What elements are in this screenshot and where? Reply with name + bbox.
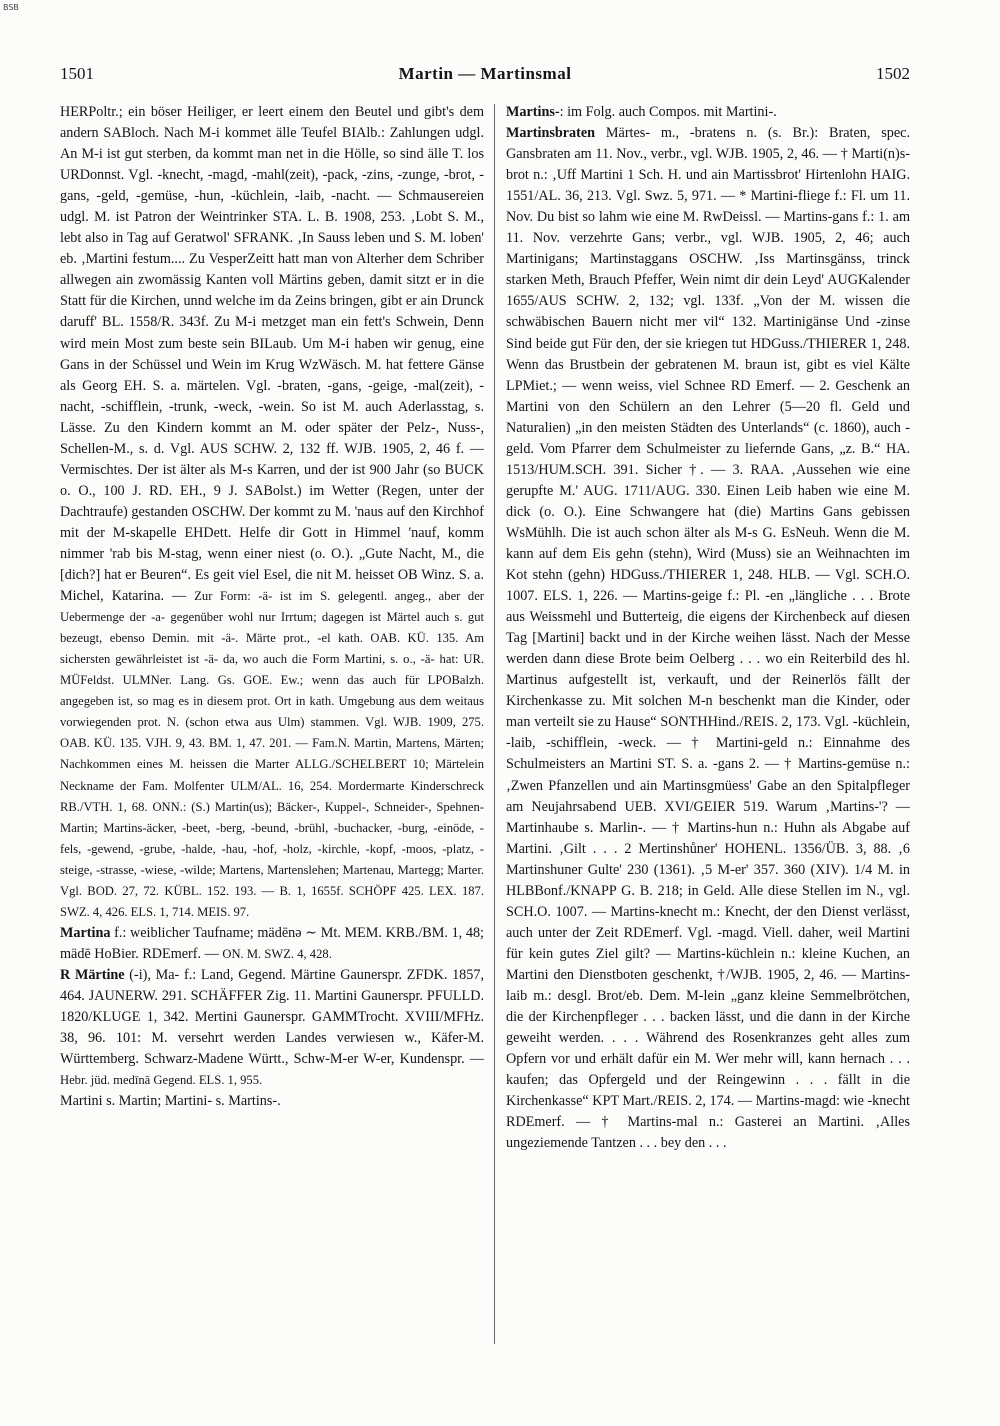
entry-martins bbox=[506, 102, 910, 123]
lemma: Martinsbraten bbox=[506, 125, 596, 142]
entry-text: HERPoltr.; ein böser Heiliger, er leert einem den Beutel und gibt's dem andern SABloch. Nach M-i kommet älle Teufel BIAlb.: Zahlungen udgl. An M-i ist gut sterben, da kommt man net in die Hölle, so sind älle T. los URDonnst. Vgl. -knecht, -magd, -mahl(zeit), -pack, -zins, -zunge, -brot, -gans, -geld, -gemüse, -hun, -küchlein, -laib, -nacht. — Schmausereien udgl. M. ist Patron der Weintrinker STA. L. B. 1908, 253. ‚Lobt S. M., lebt also in Tag auf Geratwol' SFRANK. ‚In Sauss leben und S. M. loben' eb. ‚Martini festum.... Zu VesperZeitt hatt man von Alterher dem Schriber allwegen ain zwomässig Kanten voll Märtins geben, damit sitzt er in die Statt für die Kirchen, unnd welche im da Zeins bringen, gibt er ain Drunck daruff' BL. 1558/R. 343f. Zu M-i metzget man ein fett's Schwein, Denn wird mein Most zum beste sein BILaub. Um M-i haben wir genug, eine Gans in der Schüssel und Wein im Krug WzWäsch. M. hat fettere Gänse als Georg EH. S. a. märtelen. Vgl. -braten, -gans, -geige, -mal(zeit), -nacht, -schifflein, -trunk, -weck, -wein. So ist M. auch Aderlasstag, s. Lässe. Zu den Kindern kommt an M. oder später der Pelz-, Nuss-, Schellen-M., s. d. Vgl. AUS SCHW. 2, 132 ff. WJB. 1905, 2, 46 f. — Vermischtes. Der ist älter als M-s Karren, und der ist 900 Jahr (so BUCK o. O., 100 J. RD. EH., 9 J. SABolst.) im Wetter (Regen, unter der Dachtraufe) gestanden OSCHW. Der kommt zu M. 'naus auf den Kirchhof mit der M-skapelle EHDett. Helfe dir Gott in Himmel 'nauf, komm nimmer 'rab bis M-stag, wenn einer niest (o. O.). „Gute Nacht, M., die [dich?] hat er Beuren“. Es geit viel Esel, die nit M. heisset OB Winz. S. a. Michel, Katarina. — bbox=[60, 104, 484, 605]
column-divider bbox=[494, 104, 495, 1344]
entry-text: Märtes- m., -bratens n. (s. Br.): Braten, spec. Gansbraten am 11. Nov., verbr., vgl. WJB. 1905, 2, 46. — † Marti(n)s-brot n.: ‚Uff Martini 1 Sch. H. und ain Martissbrot' Hirtenlohn HAIG. 1551/AL. 36, 213. Vgl. Swz. 5, 971. — * Martini-fliege f.: Fl. um 11. Nov. Du bist so lahm wie eine M. RwDeissl. — Martins-gans f.: 1. am 11. Nov. verzehrte Gans; verbr., vgl. WJB. 1905, 2, 46; auch Martinigans; Martinstaggans OSCHW. ‚Iss Martinsgänss, trinck starken Meth, Brauch Pfeffer, Wein nimt dir dein Leyd' AUGKalender 1655/AUS SCHW. 2, 132; vgl. 133f. „Von der M. wissen die schwäbischen Bauern nicht mer vil“ 132. Martinigänse Und -zinse Sind beide gut Für den, der sie kriegen tut HDGuss./THIERER 1, 248. Wenn das Brustbein der gebratenen M. braun ist, gibt es viel Kälte LPMiet.; — wenn weiss, viel Schnee RD Emerf. — 2. Geschenk an Martini von den Schülern an den Lehrer (5—20 fl. Geld und Naturalien) „in den meisten Städten des Unterlands“ (c. 1860), auch -geld. Vom Pfarrer dem Schulmeister zu liefernde Gans, „z. B.“ HA. 1513/HUM.SCH. 391. Sicher †. — 3. RAA. ‚Aussehen wie eine gerupfte M.' AUG. 1711/AUG. 330. Einen Leib haben wie eine M. dick (o. O.). Eine Schwangere hat (die) Martins Gans gebissen WsMühlh. Die ist auch schon älter als M-s G. EsNeuh. Wenn die M. kann auf dem Eis gehn (stehn), Wird (Muss) sie an Weihnachten im Kot stehn (gehn) HDGuss./THIERER 1, 248. HLB. — Vgl. SCH.O. 1007. ELS. 1, 226. — Martins-geige f.: Pl. -en „längliche . . . Brote aus Weissmehl und Butterteig, die eigens der Kirchenbeck auf diesen Tag [Martini] backt und in der Kirche weihen lässt. Nach der Messe werden dann diese Brote beim Oelberg . . . wo ein Reiterbild des hl. Martinus aufgestellt ist, verkauft, und der Reinerlös fällt der Kirchenkasse zu. Mit solchen M-n beschenkt man die Kinder, oder man verteilt sie zu Hause“ SONTHHind./REIS. 2, 173. Vgl. -küchlein, -laib, -schifflein, -weck. — † Martini-geld n.: Einnahme des Schulmeisters an Martini ST. S. a. -gans 2. — † Martins-gemüse n.: ‚Zwen Pfanzellen und ain Martinsgmüess' Gabe an den Spitalpfleger am Neujahrsabend UEB. XVI/GEIER 519. Warum ‚Martins-'? — Martinhaube s. Marlin-. — † Martins-hun n.: Huhn als Abgabe auf Martini. ‚Gilt . . . 2 Mertinshůner' HOHENL. 1356/ÜB. 3, 88. ‚6 Martinshuner Gulte' 230 (1361). ‚5 M-er' 357. 360 (XIV). 1/4 M. in HLBBonf./KNAPP G. B. 218; in Geld. Alle diese Stellen im N., vgl. SCH.O. 1007. — Martins-knecht m.: Knecht, der den Dienst verlässt, auch unter der Zeit RDEmerf. Vgl. -magd. Viell. daher, weil Martini für kein gutes Ziel gilt? — Martins-küchlein n.: kleine Kuchen, an Martini den Dienstboten geschenkt, †/WJB. 1905, 2, 46. — Martins-laib m.: desgl. Brot/eb. Dem. M-lein „ganz kleine Semmelbrötchen, die der Kirchenpfleger . . . backen lässt, und die dann in der Kirche geweiht werden. . . . Während des Rosenkranzes geht alles zum Opfern vor und erhält dafür ein M. Wer mehr will, kann hernach . . . kaufen; das Opfergeld und der Reingewinn . . . fällt in die Kirchenkasse“ KPT Mart./REIS. 2, 174. — Martins-magd: wie -knecht RDEmerf. — † Martins-mal n.: Gasterei an Martini. ‚Alles ungeziemende Tantzen . . . bey den . . . bbox=[506, 125, 910, 1152]
entry-text: (-i), Ma- f.: Land, Gegend. Märtine Gaunerspr. ZFDK. 1857, 464. JAUNERW. 291. SCHÄFFER Zig. 11. Martini Gaunerspr. PFULLD. 1820/KLUGE 1, 342. Mertini Gaunerspr. GAMMTrocht. XVIII/MFHz. 38, 96. 101: M. versehrt werden Landes verwiesen w., Käfer-M. Württemberg. Schwarz-Madene Württ., Schw-M-er W-er, Kundenspr. — bbox=[60, 966, 484, 1068]
entry-continuation bbox=[60, 102, 484, 923]
lemma: Martina bbox=[60, 924, 111, 941]
entry-maertine bbox=[60, 965, 484, 1091]
entry-martinsbraten bbox=[506, 123, 910, 1154]
left-column bbox=[60, 102, 484, 1364]
lemma: R Märtine bbox=[60, 966, 125, 983]
page-number-left: 1501 bbox=[60, 64, 94, 83]
etymology-note: Zur Form: -ä- ist im S. gelegentl. angeg., aber der Uebermenge der -a- gegenüber wohl nur Irrtum; dagegen ist Märtel auch s. gut bezeugt, ebenso Demin. mit -ä-. Märte prot., -el kath. OAB. KÜ. 135. Am sichersten gewährleistet ist -ä- da, wo auch die Form Martini, s. o., -ä- hat: UR. MÜFeldst. ULMNer. Lang. Gs. GOE. Ew.; wenn das auch für LPOBalzh. angegeben ist, so mag es in diesem prot. Ort in kath. Umgebung aus dem weitaus vorwiegenden prot. N. (schon etwa aus Ulm) stammen. Vgl. WJB. 1909, 275. OAB. KÜ. 135. VJH. 9, 43. BM. 1, 47. 201. — Fam.N. Martin, Martens, Märten; Nachkommen eines M. heissen die Marter ALLG./SCHELBERT 10; Märtelein Neckname der Fam. Molfenter ULM/AL. 16, 254. Mordermarte Kinderschreck RB./VTH. 1, 68. ONN.: (S.) Martin(us); Bäcker-, Kuppel-, Schneider-, Spehnen-Martin; Martins-äcker, -beet, -berg, -beund, -brühl, -buchacker, -burg, -einöde, -fels, -gewend, -grube, -halde, -hau, -hof, -holz, -kirchle, -kopf, -moos, -platz, -steige, -strasse, -wiese, -wilde; Martens, Martenslehen; Martenau, Martegg; Marter. Vgl. BOD. 27, 72. KÜBL. 152. 193. — B. 1, 1655f. SCHÖPF 425. LEX. 187. SWZ. 4, 426. ELS. 1, 714. MEIS. 97. bbox=[60, 589, 484, 919]
right-column bbox=[506, 102, 910, 1364]
running-title: Martin — Martinsmal bbox=[398, 64, 572, 83]
etymology-note: ON. M. SWZ. 4, 428. bbox=[222, 946, 332, 961]
cross-reference: Martini s. Martin; Martini- s. Martins-. bbox=[60, 1093, 281, 1110]
entry-text: : im Folg. auch Compos. mit Martini-. bbox=[559, 104, 777, 120]
entry-martina bbox=[60, 923, 484, 965]
library-stamp: BSB bbox=[3, 3, 19, 12]
etymology-note: Hebr. jüd. medīnā Gegend. ELS. 1, 955. bbox=[60, 1073, 263, 1088]
page-header bbox=[60, 64, 910, 90]
lemma: Martins- bbox=[506, 104, 560, 120]
page-number-right: 1502 bbox=[876, 64, 910, 83]
entry-text: f.: weiblicher Taufname; mädēnə ∼ Mt. MEM. KRB./BM. 1, 48; mädē HoBier. RDEmerf. — bbox=[60, 924, 484, 962]
